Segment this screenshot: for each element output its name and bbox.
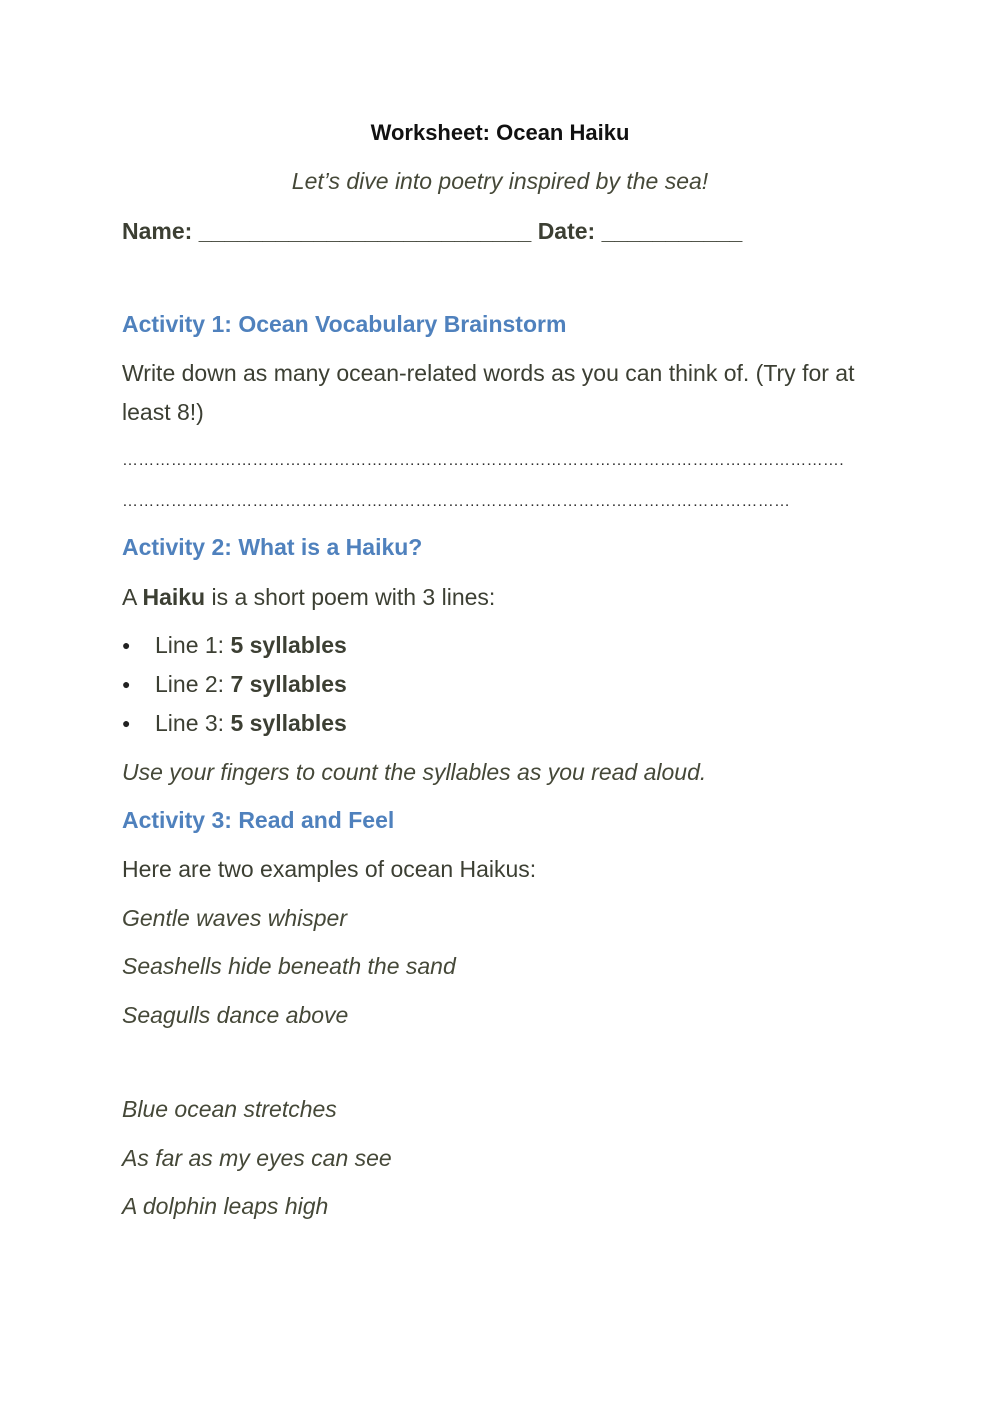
activity1-heading: Activity 1: Ocean Vocabulary Brainstorm [122, 311, 567, 337]
activity3-intro: Here are two examples of ocean Haikus: [122, 856, 537, 882]
line-label: Line 3: [155, 710, 225, 736]
name-label: Name: [122, 218, 193, 244]
bullet-icon: ● [122, 676, 131, 692]
syllable-tip: Use your fingers to count the syllables as you read aloud. [122, 759, 707, 785]
definition-prefix: A [122, 584, 137, 610]
haiku2-line3: A dolphin leaps high [122, 1193, 329, 1219]
haiku2-line2: As far as my eyes can see [122, 1145, 392, 1171]
list-item [122, 632, 347, 659]
line-label: Line 1: [155, 632, 225, 658]
answer-line-2[interactable]: …………………………………………………………………………………………………………… [122, 493, 791, 510]
syllable-count: 7 syllables [230, 671, 347, 697]
definition-suffix: is a short poem with 3 lines: [211, 584, 496, 610]
name-date-line [122, 218, 742, 245]
activity2-heading: Activity 2: What is a Haiku? [122, 534, 423, 560]
syllable-count: 5 syllables [230, 632, 347, 658]
haiku1-line3: Seagulls dance above [122, 1002, 349, 1028]
list-item [122, 710, 347, 737]
haiku1-line1: Gentle waves whisper [122, 905, 347, 931]
date-label: Date: [537, 218, 596, 244]
line-label: Line 2: [155, 671, 225, 697]
list-item [122, 671, 347, 698]
date-blank[interactable]: ___________ [601, 218, 743, 244]
activity3-heading: Activity 3: Read and Feel [122, 807, 395, 833]
name-blank[interactable]: __________________________ [198, 218, 532, 244]
worksheet-title: Worksheet: Ocean Haiku [370, 120, 630, 145]
syllable-count: 5 syllables [230, 710, 347, 736]
haiku2-line1: Blue ocean stretches [122, 1096, 337, 1122]
haiku-definition [122, 584, 495, 611]
bullet-icon: ● [122, 715, 131, 731]
answer-line-1[interactable]: ……………………………………………………………………………………………………………………. [122, 452, 844, 469]
bullet-icon: ● [122, 637, 131, 653]
worksheet-subtitle: Let’s dive into poetry inspired by the sea! [291, 168, 709, 194]
activity1-instruction: Write down as many ocean-related words as you can think of. (Try for at least 8!) [122, 360, 855, 425]
haiku1-line2: Seashells hide beneath the sand [122, 953, 456, 979]
definition-term: Haiku [142, 584, 206, 610]
